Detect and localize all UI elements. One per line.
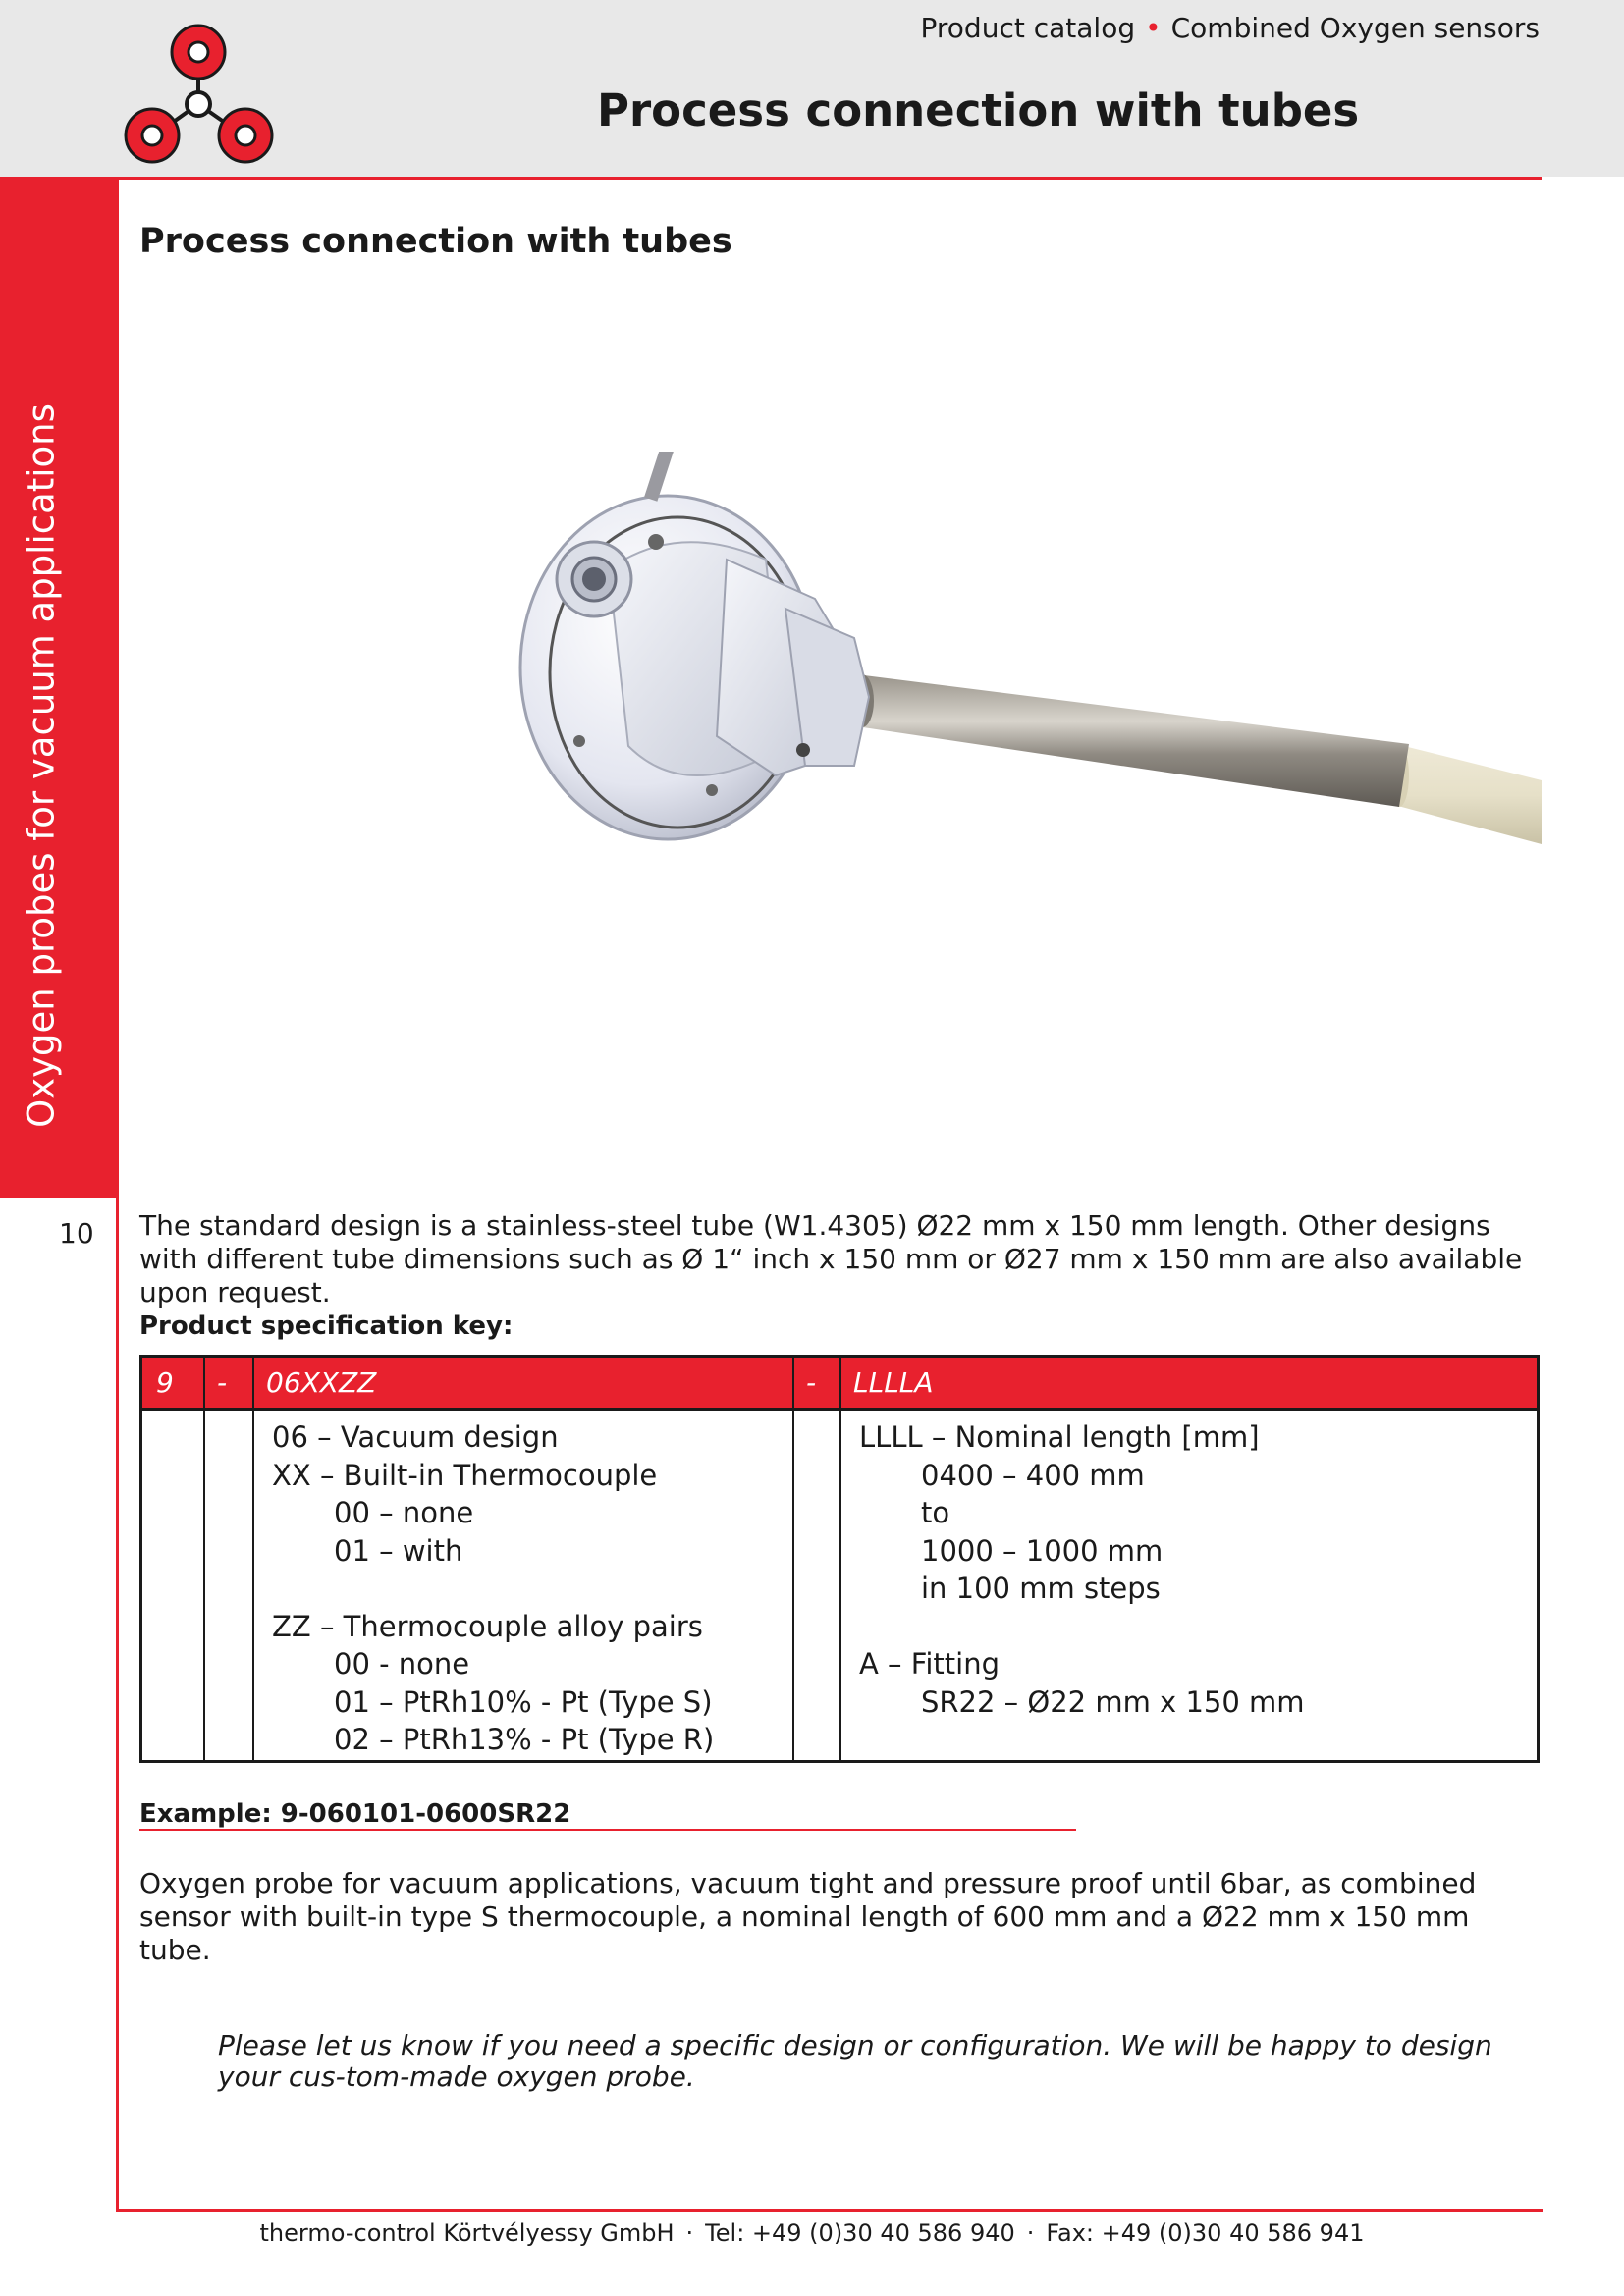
spec-column-divider	[792, 1358, 794, 1760]
spec-header-cell-2: -	[217, 1366, 228, 1399]
oxygen-probe-illustration	[491, 452, 1542, 864]
spec-header-cell-4: -	[806, 1366, 817, 1399]
spec-line	[272, 1570, 783, 1608]
header-divider	[118, 177, 1542, 180]
breadcrumb-category: Combined Oxygen sensors	[1170, 12, 1540, 44]
contact-note: Please let us know if you need a specific design or configuration. We will be happy to design your cus-tom-made oxygen probe.	[218, 2029, 1492, 2093]
footer-fax: Fax: +49 (0)30 40 586 941	[1046, 2219, 1365, 2247]
breadcrumb-catalog: Product catalog	[920, 12, 1136, 44]
spec-line: 1000 – 1000 mm	[921, 1533, 1164, 1568]
spec-line: A – Fitting	[859, 1647, 1000, 1681]
spec-line: ZZ – Thermocouple alloy pairs	[272, 1609, 703, 1643]
spec-column-length-description	[859, 1418, 1527, 1721]
spec-line: 06 – Vacuum design	[272, 1420, 559, 1454]
frame-bottom-border	[116, 2209, 1543, 2212]
breadcrumb	[921, 12, 1540, 44]
spec-line: in 100 mm steps	[921, 1572, 1161, 1605]
example-description: Oxygen probe for vacuum applications, vacuum tight and pressure proof until 6bar, as combined sensor with built-in type S thermocouple, a nominal length of 600 mm and a Ø22 mm x 150 mm tube.	[139, 1867, 1477, 1966]
spec-line: 02 – PtRh13% - Pt (Type R)	[334, 1723, 715, 1756]
spec-header-cell-3: 06XXZZ	[266, 1366, 377, 1399]
breadcrumb-separator: •	[1145, 12, 1162, 44]
frame-left-border	[116, 177, 119, 2211]
spec-header-cell-1: 9	[156, 1366, 174, 1399]
footer-company: thermo-control Körtvélyessy GmbH	[259, 2219, 675, 2247]
side-tab-label: Oxygen probes for vacuum applications	[20, 403, 63, 1128]
spec-column-divider	[203, 1358, 205, 1760]
spec-line: 00 – none	[334, 1496, 474, 1529]
company-logo-icon	[113, 18, 285, 175]
footer-separator: ·	[685, 2219, 694, 2247]
spec-column-divider	[839, 1358, 841, 1760]
spec-line: LLLL – Nominal length [mm]	[859, 1420, 1260, 1454]
spec-line	[859, 1608, 1527, 1646]
side-tab	[0, 177, 118, 1198]
spec-line: 00 - none	[334, 1647, 470, 1681]
page-title: Process connection with tubes	[597, 84, 1360, 136]
example-label: Example: 9-060101-0600SR22	[139, 1799, 571, 1829]
spec-line: 0400 – 400 mm	[921, 1458, 1145, 1492]
spec-header-cell-5: LLLLA	[853, 1366, 934, 1399]
spec-line: to	[921, 1496, 950, 1529]
spec-column-divider	[252, 1358, 254, 1760]
spec-key-heading: Product specification key:	[139, 1311, 514, 1341]
footer-separator: ·	[1026, 2219, 1035, 2247]
description-text: The standard design is a stainless-steel tube (W1.4305) Ø22 mm x 150 mm length. Other designs with different tube dimensions such as Ø 1“ inch x 150 mm or Ø27 mm x 150 mm are also available upon request.	[139, 1209, 1523, 1308]
example-underline	[139, 1829, 1076, 1831]
spec-line: 01 – with	[334, 1533, 463, 1568]
page-footer	[0, 2219, 1624, 2247]
spec-line: 01 – PtRh10% - Pt (Type S)	[334, 1684, 713, 1719]
spec-column-code-description	[272, 1418, 783, 1759]
spec-line: XX – Built-in Thermocouple	[272, 1458, 658, 1492]
footer-phone: Tel: +49 (0)30 40 586 940	[705, 2219, 1015, 2247]
section-title: Process connection with tubes	[139, 222, 732, 261]
page-number: 10	[59, 1217, 94, 1250]
spec-line: SR22 – Ø22 mm x 150 mm	[921, 1684, 1305, 1719]
spec-key-table	[139, 1355, 1540, 1763]
